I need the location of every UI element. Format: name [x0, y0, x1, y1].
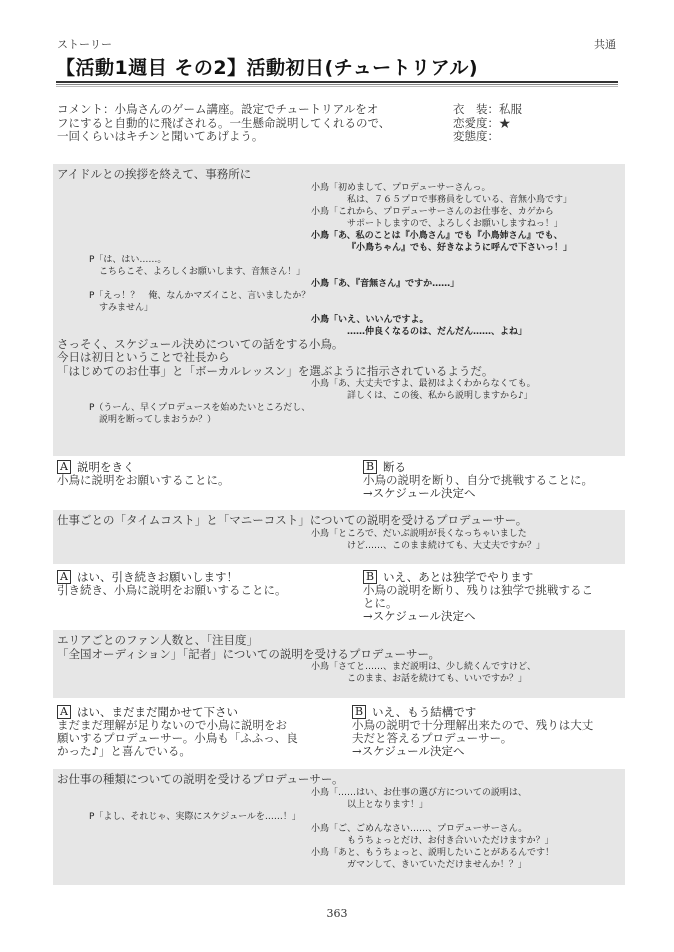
narration-line: 今日は初日ということで社長から — [57, 350, 230, 364]
route-label: 共通 — [594, 38, 616, 51]
producer-dialogue-line — [53, 290, 625, 302]
narration-line: お仕事の種類についての説明を受けるプロデューサー。 — [57, 772, 344, 786]
dialogue-text: 小鳥「いえ、いいんですよ。 — [311, 314, 429, 325]
kotori-dialogue-line — [53, 206, 625, 218]
narration-line: アイドルとの挨拶を終えて、事務所に — [57, 167, 252, 181]
dialogue-text: サポートしますので、よろしくお願いしますねっ！」 — [347, 218, 563, 229]
choice-a[interactable] — [57, 570, 347, 597]
choice-key-a: A — [57, 705, 71, 719]
choice-b[interactable] — [363, 570, 628, 623]
narration-line: 「全国オーディション」「記者」についての説明を受けるプロデューサー。 — [57, 646, 441, 661]
narration-line: 「はじめてのお仕事」と「ボーカルレッスン」を選ぶように指示されているようだ。 — [57, 363, 494, 378]
kotori-dialogue-line — [53, 661, 625, 673]
page-number: 363 — [326, 907, 348, 920]
choice-a[interactable] — [57, 705, 332, 758]
choice-desc: 夫だと答えるプロデューサー。 — [352, 731, 513, 745]
choice-desc: 小鳥の説明で十分理解出来たので、残りは大丈 — [352, 718, 594, 732]
choice-b[interactable] — [363, 460, 628, 500]
dialogue-text: けど……、このまま続けても、大丈夫ですか？」 — [347, 540, 546, 551]
kotori-dialogue-line — [53, 194, 625, 206]
dialogue-text: 詳しくは、この後、私から説明しますから♪」 — [347, 391, 533, 401]
kotori-dialogue-line — [53, 242, 625, 254]
scene-box — [53, 164, 625, 456]
producer-dialogue-line — [53, 811, 625, 823]
kotori-dialogue-line — [53, 378, 625, 390]
kotori-dialogue-line — [53, 859, 625, 871]
kotori-dialogue-line — [53, 230, 625, 242]
choice-desc: 引き続き、小鳥に説明をお願いすることに。 — [57, 583, 287, 597]
producer-dialogue-line — [53, 254, 625, 266]
dialogue-text: ……仲良くなるのは、だんだん……、よね」 — [347, 326, 528, 337]
dialogue-text: P「よし、それじゃ、実際にスケジュールを……！」 — [89, 811, 301, 822]
choice-key-a: A — [57, 460, 71, 474]
kotori-dialogue-line — [53, 314, 625, 326]
dialogue-text: 小鳥「ご、ごめんなさい……、プロデューサーさん。 — [311, 823, 528, 834]
kotori-dialogue-line — [53, 540, 625, 552]
choice-label: 説明をきく — [77, 459, 135, 474]
choice-key-a: A — [57, 570, 71, 584]
choice-desc: 小鳥の説明を断り、自分で挑戦することに。 — [363, 473, 593, 487]
comment-line: 一回くらいはキチンと聞いてあげよう。 — [57, 129, 264, 143]
producer-dialogue-line — [53, 266, 625, 278]
choice-desc: 小鳥に説明をお願いすることに。 — [57, 473, 230, 487]
title-rule-faint — [56, 86, 618, 87]
goto-schedule-link[interactable]: →スケジュール決定へ — [363, 486, 476, 500]
section-label: ストーリー — [57, 38, 112, 51]
title-rule — [56, 81, 618, 83]
narration-line: 仕事ごとの「タイムコスト」と「マニーコスト」についての説明を受けるプロデューサー。 — [57, 513, 528, 527]
dialogue-text: 以上となります！」 — [347, 799, 429, 810]
dialogue-text: P（うーん、早くプロデュースを始めたいところだし、 — [89, 403, 311, 413]
kotori-dialogue-line — [53, 528, 625, 540]
choice-label: はい、引き続きお願いします！ — [77, 569, 238, 584]
narration-line: さっそく、スケジュール決めについての話をする小鳥。 — [57, 336, 344, 351]
title-rule-thin — [56, 84, 618, 85]
page-title: 【活動1週目 その2】活動初日(チュートリアル) — [56, 57, 479, 79]
dialogue-text: 小鳥「あ、私のことは『小鳥さん』でも『小鳥姉さん』でも、 — [311, 230, 563, 241]
producer-dialogue-line — [53, 302, 625, 314]
choice-key-b: B — [352, 705, 366, 719]
kotori-dialogue-line — [53, 799, 625, 811]
dialogue-text: 小鳥「あ、大丈夫ですよ、最初はよくわからなくても。 — [311, 379, 536, 389]
narration-line: エリアごとのファン人数と、「注目度」 — [57, 633, 259, 647]
dialogue-text: もうちょっとだけ、お付き合いいただけますか？」 — [347, 835, 554, 846]
producer-dialogue-line — [53, 402, 625, 414]
goto-schedule-link[interactable]: →スケジュール決定へ — [363, 609, 476, 623]
choice-label: いえ、あとは独学でやります — [383, 569, 534, 584]
comment-line: フにすると自動的に飛ばされる。一生懸命説明してくれるので、 — [57, 115, 391, 130]
status-block — [453, 103, 522, 144]
perversion-value: 変態度： — [453, 129, 499, 143]
dialogue-text: 小鳥「……はい、お仕事の選び方についての説明は、 — [311, 787, 527, 798]
dialogue-text: 私は、７６５プロで事務員をしている、音無小鳥です」 — [347, 194, 573, 205]
choice-key-b: B — [363, 460, 377, 474]
kotori-dialogue-line — [53, 182, 625, 194]
kotori-dialogue-line — [53, 673, 625, 685]
producer-dialogue-line — [53, 414, 625, 426]
choice-b[interactable] — [352, 705, 627, 758]
dialogue-text: P「は、はい……。 — [89, 254, 167, 265]
kotori-dialogue-line — [53, 278, 625, 290]
dialogue-text: 『小鳥ちゃん』でも、好きなように呼んで下さいっ！」 — [347, 242, 573, 253]
choice-desc: とに。 — [363, 596, 398, 610]
choice-desc: まだまだ理解が足りないので小鳥に説明をお — [57, 718, 287, 732]
kotori-dialogue-line — [53, 835, 625, 847]
kotori-dialogue-line — [53, 390, 625, 402]
dialogue-text: すみません」 — [99, 302, 154, 313]
comment-line: コメント：小鳥さんのゲーム講座。設定でチュートリアルをオ — [57, 102, 379, 116]
dialogue-text: P「えっ！？ 俺、なんかマズイこと、言いましたか？ — [89, 290, 311, 301]
choice-key-b: B — [363, 570, 377, 584]
comment-block — [57, 103, 452, 144]
dialogue-text: 説明を断ってしまおうか？） — [99, 415, 217, 425]
scene-box — [53, 630, 625, 698]
affection-value: 恋愛度：★ — [453, 115, 511, 130]
choice-label: はい、まだまだ聞かせて下さい — [77, 704, 238, 719]
dialogue-text: 小鳥「ところで、だいぶ説明が長くなっちゃいました — [311, 528, 527, 539]
kotori-dialogue-line — [53, 787, 625, 799]
kotori-dialogue-line — [53, 326, 625, 338]
dialogue-text: 小鳥「さてと……、まだ説明は、少し続くんですけど、 — [311, 662, 537, 672]
dialogue-text: ガマンして、きいていただけませんか！？」 — [347, 859, 527, 870]
costume-value: 衣 装：私服 — [453, 102, 522, 116]
choice-desc: 願いするプロデューサー。小鳥も「ふふっ、良 — [57, 731, 298, 745]
dialogue-text: このまま、お話を続けても、いいですか？」 — [347, 674, 528, 684]
dialogue-text: 小鳥「あ、『音無さん』ですか……」 — [311, 278, 460, 289]
goto-schedule-link[interactable]: →スケジュール決定へ — [352, 744, 465, 758]
kotori-dialogue-line — [53, 847, 625, 859]
choice-a[interactable] — [57, 460, 347, 487]
dialogue-text: 小鳥「あと、もうちょっと、説明したいことがあるんです！ — [311, 847, 555, 858]
dialogue-text: こちらこそ、よろしくお願いします、音無さん！」 — [99, 266, 306, 277]
kotori-dialogue-line — [53, 823, 625, 835]
dialogue-text: 小鳥「これから、プロデューサーさんのお仕事を、カゲから — [311, 206, 554, 217]
dialogue-text: 小鳥「初めまして、プロデューサーさんっ。 — [311, 182, 491, 193]
scene-box — [53, 510, 625, 564]
choice-label: 断る — [383, 459, 406, 474]
choice-desc: 小鳥の説明を断り、残りは独学で挑戦するこ — [363, 583, 593, 597]
choice-label: いえ、もう結構です — [372, 704, 477, 719]
scene-box — [53, 769, 625, 885]
kotori-dialogue-line — [53, 218, 625, 230]
choice-desc: かった♪」と喜んでいる。 — [57, 744, 191, 758]
